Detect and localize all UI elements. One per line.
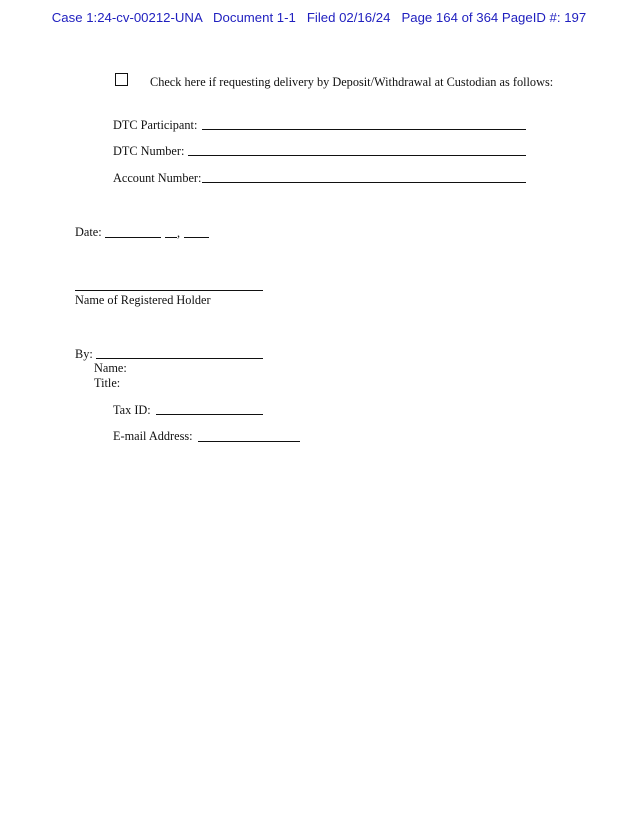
- registered-holder-label: Name of Registered Holder: [75, 293, 211, 307]
- date-year-field[interactable]: [184, 237, 209, 238]
- tax-id-label: Tax ID:: [113, 403, 151, 417]
- dtc-number-field[interactable]: [188, 155, 526, 156]
- account-number-label: Account Number:: [113, 171, 202, 185]
- document-number: Document 1-1: [213, 10, 296, 25]
- date-comma: ,: [177, 226, 181, 240]
- by-label: By:: [75, 347, 93, 361]
- case-header: [0, 10, 638, 25]
- account-number-field[interactable]: [202, 182, 526, 183]
- deposit-withdrawal-checkbox[interactable]: [115, 73, 128, 86]
- email-label: E-mail Address:: [113, 429, 193, 443]
- case-number: Case 1:24-cv-00212-UNA: [51, 10, 203, 25]
- date-month-field[interactable]: [105, 237, 161, 238]
- name-label: Name:: [94, 361, 127, 375]
- filed-date: Filed 02/16/24: [306, 10, 391, 25]
- registered-holder-field[interactable]: [75, 290, 263, 291]
- checkbox-label: Check here if requesting delivery by Deposit/Withdrawal at Custodian as follows:: [150, 75, 554, 89]
- signature-field[interactable]: [96, 358, 263, 359]
- page-id: PageID #: 197: [501, 10, 587, 25]
- email-field[interactable]: [198, 441, 300, 442]
- date-day-field[interactable]: [165, 237, 177, 238]
- dtc-participant-field[interactable]: [202, 129, 526, 130]
- date-label: Date:: [75, 225, 102, 239]
- dtc-number-label: DTC Number:: [113, 144, 185, 158]
- dtc-participant-label: DTC Participant:: [113, 118, 198, 132]
- page-number: Page 164 of 364: [401, 10, 499, 25]
- title-label: Title:: [94, 376, 121, 390]
- tax-id-field[interactable]: [156, 414, 263, 415]
